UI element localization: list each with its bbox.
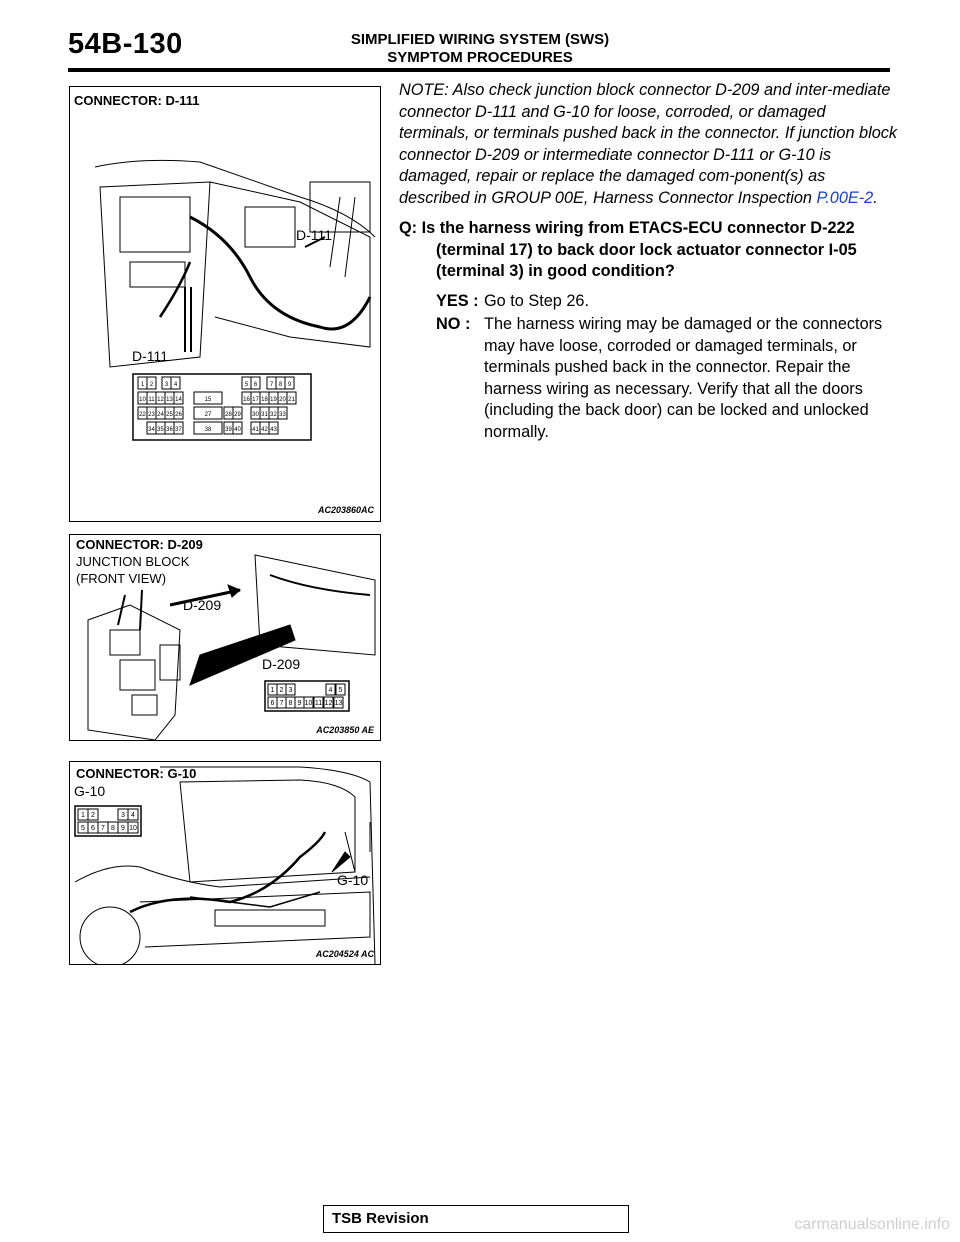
pin-number: 4 bbox=[173, 382, 178, 388]
pin-number: 8 bbox=[111, 825, 115, 832]
pin-number: 41 bbox=[252, 427, 259, 433]
pin-number: 3 bbox=[121, 812, 125, 819]
answer-yes bbox=[436, 291, 899, 313]
pin-number: 26 bbox=[175, 412, 182, 418]
no-text: The harness wiring may be damaged or the connectors may have loose, corroded or damaged terminals, or terminals pushed back in the connector. Repair the harness wiring as necessary. Verify that all the doors (including the back door) can be locked and unlocked normally. bbox=[484, 315, 883, 441]
figure-connector-d111 bbox=[69, 86, 381, 522]
pin-number: 24 bbox=[157, 412, 164, 418]
connector-label-g10: G-10 bbox=[74, 783, 106, 799]
pin-number: 9 bbox=[287, 382, 292, 388]
yes-label: YES : bbox=[436, 291, 479, 310]
answer-no bbox=[436, 314, 899, 443]
pin-number: 10 bbox=[129, 825, 137, 832]
pin-number: 30 bbox=[252, 412, 259, 418]
callout-d209: D-209 bbox=[183, 597, 222, 613]
page-number: 54B-130 bbox=[68, 28, 183, 60]
no-label: NO : bbox=[436, 315, 471, 333]
callout-d111: D-111 bbox=[296, 227, 333, 243]
pin-number: 2 bbox=[279, 687, 284, 694]
note-paragraph bbox=[399, 80, 899, 209]
back-door-illustration bbox=[70, 762, 380, 964]
pin-number: 29 bbox=[234, 412, 241, 418]
pin-number: 6 bbox=[270, 700, 275, 707]
pin-number: 11 bbox=[314, 700, 323, 707]
pin-number: 6 bbox=[91, 825, 95, 832]
pin-number: 5 bbox=[244, 382, 249, 388]
connector-label-d111: D-111 bbox=[132, 348, 169, 364]
pin-number: 12 bbox=[157, 397, 164, 403]
pin-number: 5 bbox=[338, 687, 343, 694]
pin-number: 38 bbox=[204, 427, 212, 433]
note-link[interactable]: P.00E-2 bbox=[816, 188, 874, 207]
pin-number: 3 bbox=[288, 687, 293, 694]
pin-number: 10 bbox=[304, 700, 313, 707]
pin-number: 1 bbox=[140, 382, 145, 388]
note-text: NOTE: Also check junction block connector D-209 and inter-mediate connector D-111 and G-10 for loose, corroded, or damaged terminals, or terminals pushed back in the connector. If junction block connector D-209 or intermediate connector D-111 or G-10 is damaged, repair or replace the damaged com-ponent(s) as described in GROUP 00E, Harness Connector Inspection bbox=[399, 81, 898, 207]
pin-number: 2 bbox=[91, 812, 95, 819]
pin-number: 20 bbox=[279, 397, 286, 403]
connector-face-d209 bbox=[264, 680, 350, 712]
figure-connector-d209 bbox=[69, 534, 381, 741]
pin-number: 9 bbox=[297, 700, 302, 707]
pin-number: 3 bbox=[164, 382, 169, 388]
section-title-line2: SYMPTOM PROCEDURES bbox=[387, 49, 573, 66]
tsb-revision-label: TSB Revision bbox=[332, 1210, 429, 1227]
pin-number: 23 bbox=[148, 412, 155, 418]
section-title bbox=[335, 31, 625, 67]
procedure-text bbox=[399, 80, 899, 445]
pin-number: 28 bbox=[225, 412, 232, 418]
figure-title: CONNECTOR: D-111 bbox=[74, 93, 200, 108]
pin-number: 13 bbox=[334, 700, 343, 707]
pin-number: 37 bbox=[175, 427, 182, 433]
pin-number: 33 bbox=[279, 412, 286, 418]
pin-number: 43 bbox=[270, 427, 277, 433]
pin-number: 32 bbox=[270, 412, 277, 418]
pin-number: 22 bbox=[139, 412, 146, 418]
pin-number: 1 bbox=[270, 687, 275, 694]
figure-code: AC204524 AC bbox=[315, 949, 374, 959]
pin-number: 17 bbox=[252, 397, 259, 403]
pin-number: 21 bbox=[288, 397, 295, 403]
pin-number: 16 bbox=[243, 397, 250, 403]
pin-number: 4 bbox=[328, 687, 333, 694]
watermark: carmanualsonline.info bbox=[794, 1216, 950, 1233]
pin-number: 9 bbox=[121, 825, 125, 832]
pin-number: 18 bbox=[261, 397, 268, 403]
figure-title: CONNECTOR: G-10 bbox=[76, 766, 197, 781]
figure-code: AC203860AC bbox=[317, 505, 374, 515]
header-rule bbox=[68, 68, 890, 72]
pin-number: 34 bbox=[148, 427, 155, 433]
callout-g10: G-10 bbox=[337, 872, 369, 888]
pin-number: 7 bbox=[269, 382, 274, 388]
figure-title: CONNECTOR: D-209 bbox=[76, 537, 203, 552]
pin-number: 7 bbox=[101, 825, 105, 832]
figure-subtitle-2: (FRONT VIEW) bbox=[76, 571, 167, 586]
pin-number: 31 bbox=[261, 412, 268, 418]
pin-number: 15 bbox=[204, 397, 212, 403]
pin-number: 14 bbox=[175, 397, 182, 403]
yes-text: Go to Step 26. bbox=[484, 291, 589, 310]
pin-number: 36 bbox=[166, 427, 173, 433]
pin-number: 25 bbox=[166, 412, 173, 418]
pin-number: 8 bbox=[278, 382, 283, 388]
dashboard-harness-illustration bbox=[70, 87, 380, 521]
question: Q: Is the harness wiring from ETACS-ECU connector D-222 (terminal 17) to back door lock actuator connector I-05 (terminal 3) in good condition? bbox=[399, 219, 857, 280]
connector-label-d209: D-209 bbox=[262, 656, 301, 672]
pin-number: 13 bbox=[166, 397, 173, 403]
connector-face-g10 bbox=[74, 805, 142, 837]
note-end: . bbox=[873, 188, 878, 207]
pin-number: 40 bbox=[234, 427, 241, 433]
pin-number: 6 bbox=[253, 382, 258, 388]
figure-code: AC203850 AE bbox=[316, 725, 374, 735]
pin-number: 35 bbox=[157, 427, 164, 433]
pin-number: 27 bbox=[204, 412, 212, 418]
pin-number: 7 bbox=[279, 700, 284, 707]
pin-number: 5 bbox=[81, 825, 85, 832]
section-title-line1: SIMPLIFIED WIRING SYSTEM (SWS) bbox=[350, 31, 610, 48]
pin-number: 19 bbox=[270, 397, 277, 403]
pin-number: 1 bbox=[81, 812, 85, 819]
pin-number: 11 bbox=[148, 397, 155, 403]
connector-face-d111 bbox=[132, 373, 312, 441]
pin-number: 12 bbox=[324, 700, 333, 707]
pin-number: 2 bbox=[149, 382, 154, 388]
pin-number: 8 bbox=[288, 700, 293, 707]
figure-connector-g10 bbox=[69, 761, 381, 965]
pin-number: 10 bbox=[139, 397, 146, 403]
pin-number: 42 bbox=[261, 427, 268, 433]
tsb-revision-box bbox=[323, 1205, 629, 1233]
figure-subtitle-1: JUNCTION BLOCK bbox=[76, 554, 190, 569]
pin-number: 39 bbox=[225, 427, 232, 433]
pin-number: 4 bbox=[131, 812, 135, 819]
